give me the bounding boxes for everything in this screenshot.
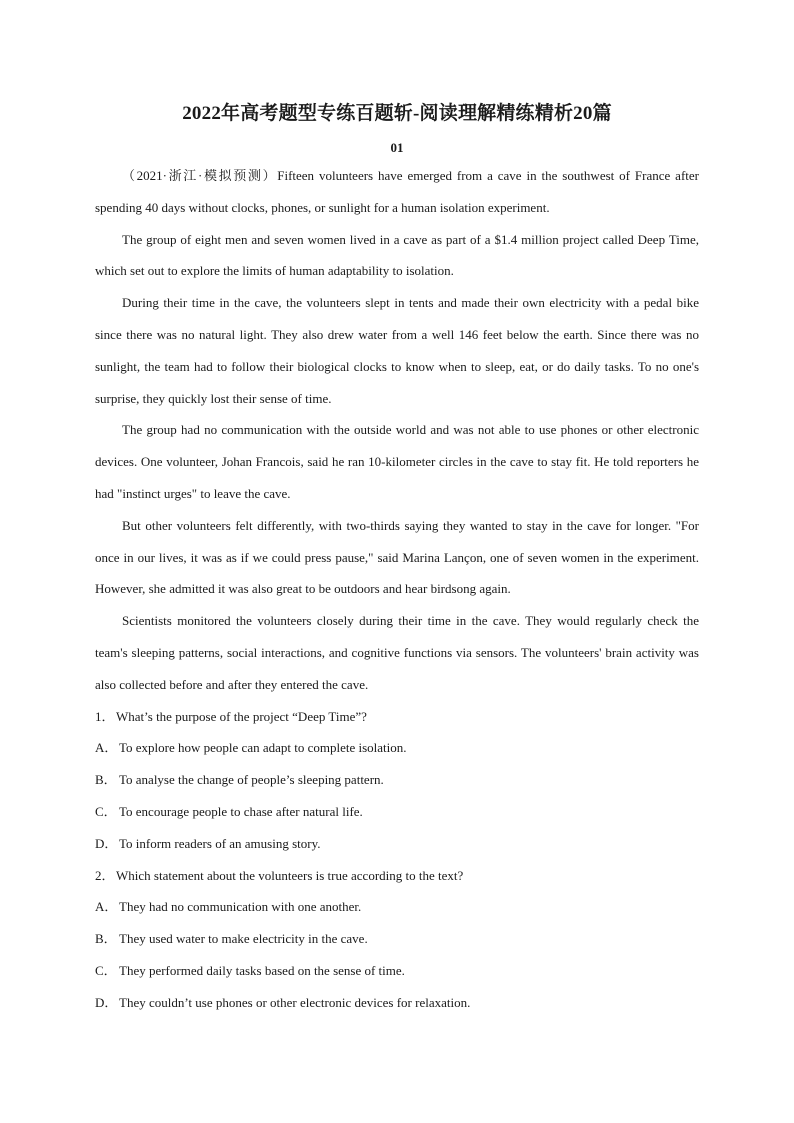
option-text: To analyse the change of people’s sleeping pattern. xyxy=(119,772,384,788)
option-b xyxy=(95,764,699,796)
question-number: 2． xyxy=(95,867,115,883)
option-letter: A． xyxy=(95,899,118,915)
option-a xyxy=(95,891,699,923)
option-text: To explore how people can adapt to complete isolation. xyxy=(119,740,407,756)
option-letter: B． xyxy=(95,931,117,947)
question-number: 1． xyxy=(95,708,115,724)
question-2 xyxy=(95,860,699,1019)
passage-paragraph-6: Scientists monitored the volunteers closely during their time in the cave. They would regularly check the team's sleeping patterns, social interactions, and cognitive functions via sensors. The volunteers' brain activity was also collected before and after they entered the cave. xyxy=(95,613,699,692)
option-text: To encourage people to chase after natural life. xyxy=(119,803,363,819)
passage-paragraph-4: The group had no communication with the outside world and was not able to use phones or other electronic devices. One volunteer, Johan Francois, said he ran 10-kilometer circles in the cave to stay fit. He told reporters he had "instinct urges" to leave the cave. xyxy=(95,422,699,501)
option-letter: B． xyxy=(95,772,117,788)
option-d xyxy=(95,987,699,1019)
option-text: They had no communication with one another. xyxy=(119,899,362,915)
option-text: They performed daily tasks based on the sense of time. xyxy=(119,962,405,978)
option-text: To inform readers of an amusing story. xyxy=(119,835,321,851)
option-c xyxy=(95,955,699,987)
option-letter: A． xyxy=(95,740,118,756)
option-text: They used water to make electricity in the cave. xyxy=(119,931,368,947)
question-list xyxy=(95,701,699,1019)
section-number: 01 xyxy=(390,140,404,155)
question-stem xyxy=(95,701,699,733)
option-b xyxy=(95,923,699,955)
option-c xyxy=(95,796,699,828)
question-text: Which statement about the volunteers is true according to the text? xyxy=(116,867,464,883)
option-letter: D． xyxy=(95,835,118,851)
document-title: 2022年高考题型专练百题斩-阅读理解精练精析20篇 xyxy=(182,103,612,124)
passage-paragraph-3: During their time in the cave, the volunteers slept in tents and made their own electricity with a pedal bike since there was no natural light. They also drew water from a well 146 feet below the earth. Since there was no sunlight, the team had to follow their biological clocks to know when to sleep, eat, or do daily tasks. To no one's surprise, they quickly lost their sense of time. xyxy=(95,295,699,406)
option-letter: C． xyxy=(95,962,117,978)
question-stem xyxy=(95,860,699,892)
document-page xyxy=(95,100,699,1019)
option-letter: C． xyxy=(95,803,117,819)
passage-paragraph-1: （2021·浙江·模拟预测）Fifteen volunteers have emerged from a cave in the southwest of France after spending 40 days without clocks, phones, or sunlight for a human isolation experiment. xyxy=(95,168,699,215)
passage-paragraph-2: The group of eight men and seven women lived in a cave as part of a $1.4 million project called Deep Time, which set out to explore the limits of human adaptability to isolation. xyxy=(95,231,699,279)
option-a xyxy=(95,732,699,764)
passage xyxy=(95,160,699,701)
option-text: They couldn’t use phones or other electronic devices for relaxation. xyxy=(119,994,471,1010)
question-1 xyxy=(95,701,699,860)
question-text: What’s the purpose of the project “Deep Time”? xyxy=(116,708,367,724)
option-d xyxy=(95,828,699,860)
passage-paragraph-5: But other volunteers felt differently, with two-thirds saying they wanted to stay in the cave for longer. "For once in our lives, it was as if we could press pause," said Marina Lançon, one of seven women in the experiment. However, she admitted it was also great to be outdoors and hear birdsong again. xyxy=(95,517,699,597)
option-letter: D． xyxy=(95,994,118,1010)
